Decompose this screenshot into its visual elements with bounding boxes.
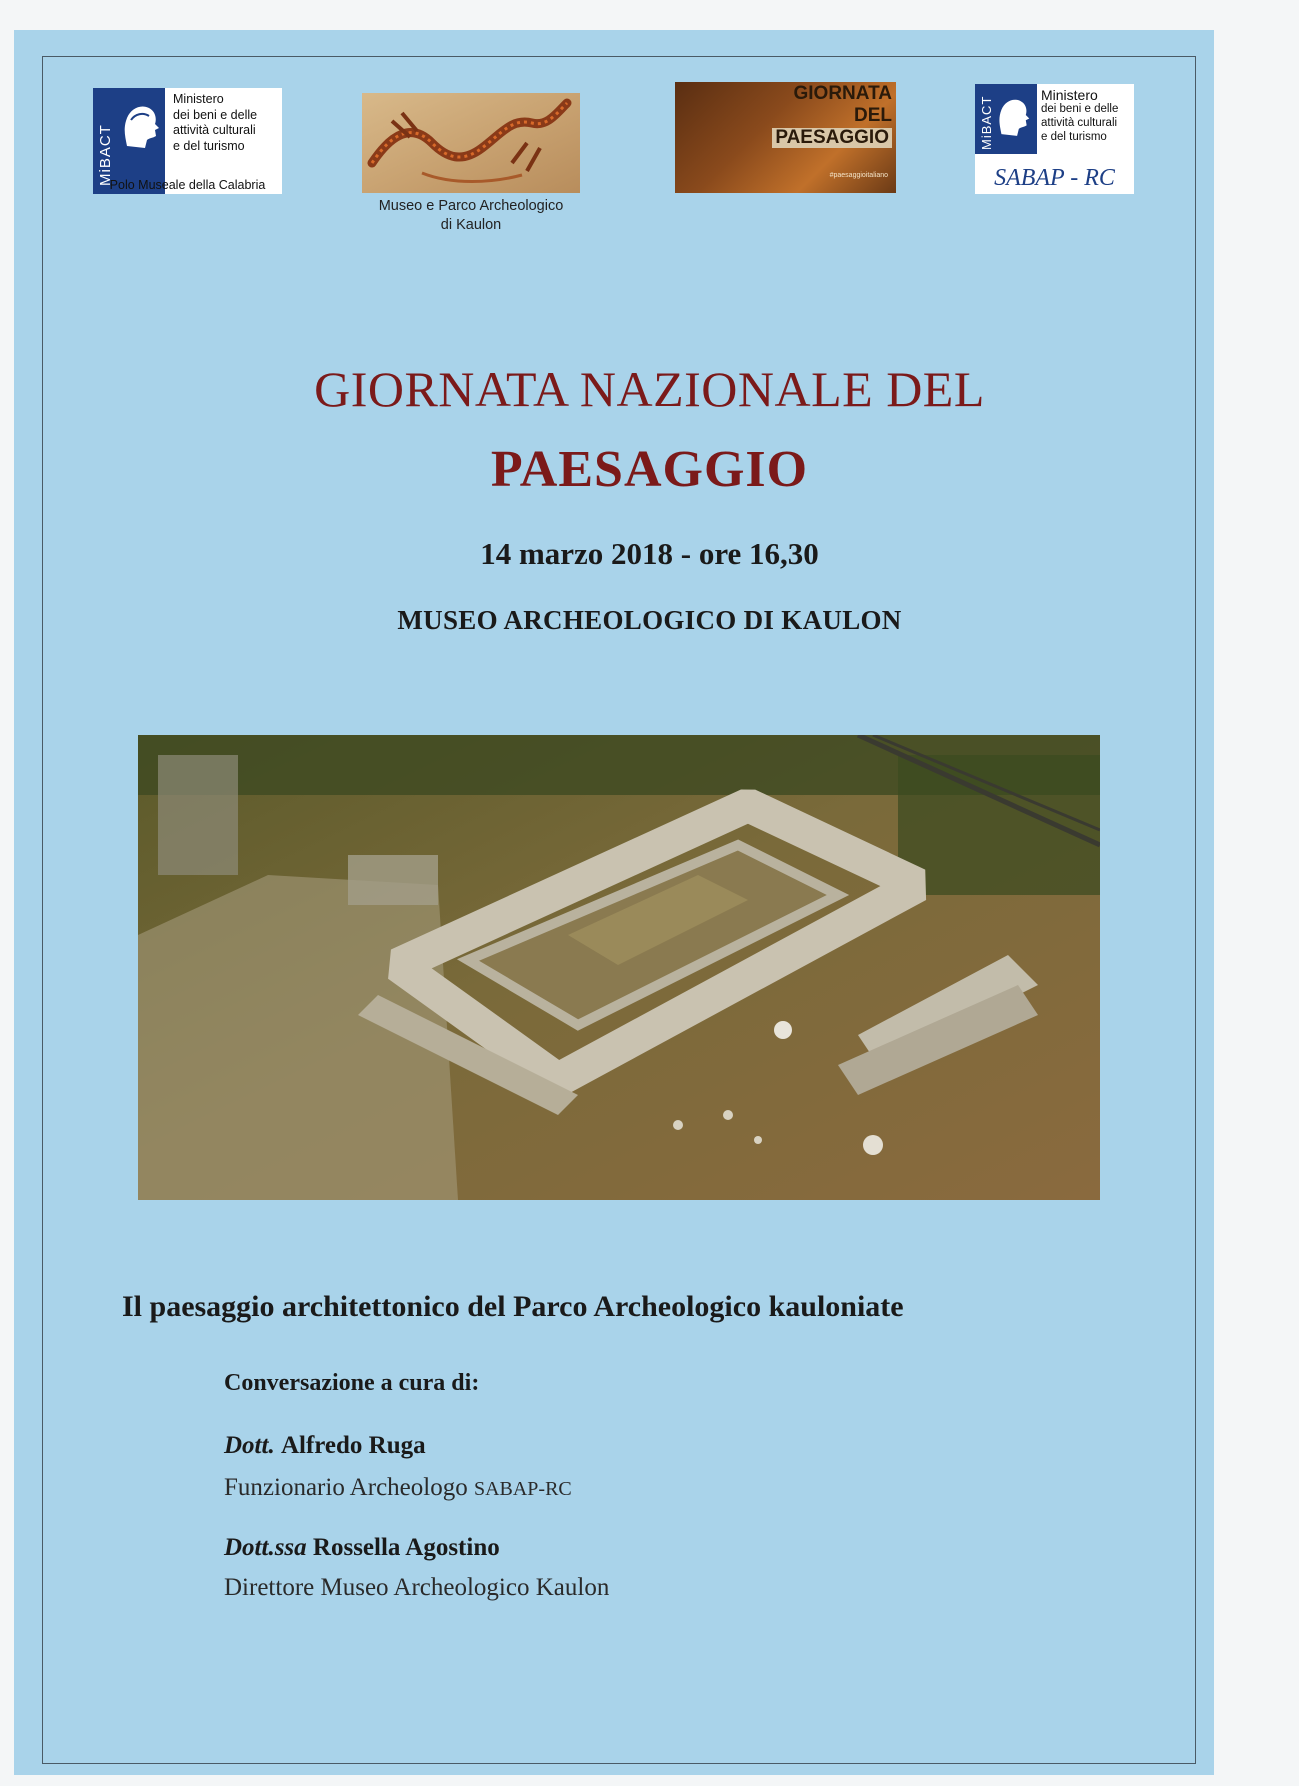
- giornata-paesaggio-logo: [675, 82, 896, 193]
- speaker-fullname: Rossella Agostino: [312, 1534, 500, 1561]
- mibact-mark-text: MiBACT: [97, 124, 114, 186]
- kaulon-caption-line: di Kaulon: [440, 217, 502, 233]
- speaker-title: Dott.ssa: [224, 1534, 307, 1561]
- dragon-mosaic-image: [362, 93, 580, 193]
- event-venue: MUSEO ARCHEOLOGICO DI KAULON: [397, 605, 902, 635]
- event-title-line2: PAESAGGIO: [490, 441, 809, 498]
- mibact-mark: [975, 84, 1037, 154]
- kaulon-caption-line: Museo e Parco Archeologico: [378, 198, 564, 214]
- ministry-line: e del turismo: [173, 138, 245, 153]
- ministry-line: dei beni e delle: [173, 107, 258, 122]
- sabap-label: SABAP - RC: [994, 165, 1115, 191]
- speaker-fullname: Alfredo Ruga: [280, 1432, 426, 1459]
- event-date: 14 marzo 2018 - ore 16,30: [480, 536, 819, 571]
- giornata-logo-line: GIORNATA: [793, 83, 892, 104]
- ministry-line: e del turismo: [1041, 131, 1107, 143]
- giornata-hashtag: #paesaggioitaliano: [829, 172, 888, 179]
- speaker-role-text: Funzionario Archeologo: [224, 1474, 468, 1501]
- ministry-lines: [1041, 88, 1130, 144]
- ministry-line: dei beni e delle: [1041, 103, 1119, 115]
- ministry-line: attività culturali: [173, 123, 256, 137]
- ministry-lines: [173, 92, 278, 154]
- archaeological-site-photo: [138, 735, 1100, 1200]
- ministry-logo-left: [93, 88, 282, 194]
- speaker-title: Dott.: [224, 1432, 275, 1459]
- speaker-role: [224, 1574, 609, 1602]
- ministry-line: Ministero: [1041, 87, 1098, 103]
- conversation-label: Conversazione a cura di:: [224, 1370, 480, 1396]
- speaker-org: SABAP-RC: [473, 1478, 572, 1500]
- event-title-line1: GIORNATA NAZIONALE DEL: [314, 361, 985, 417]
- giornata-logo-line: PAESAGGIO: [772, 128, 892, 148]
- ministry-line: attività culturali: [1041, 117, 1118, 129]
- kaulon-caption: [340, 197, 602, 235]
- speaker-role: [224, 1474, 572, 1502]
- polo-museale-label: Polo Museale della Calabria: [109, 178, 266, 192]
- mibact-mark-text: MiBACT: [979, 95, 994, 150]
- giornata-logo-line: DEL: [854, 105, 892, 126]
- ministry-line: Ministero: [173, 92, 224, 106]
- speaker-role-text: Direttore Museo Archeologico Kaulon: [224, 1574, 610, 1601]
- profile-head-icon: [115, 98, 161, 150]
- speaker-name: [224, 1432, 426, 1460]
- profile-head-icon: [991, 92, 1031, 138]
- talk-subtitle: Il paesaggio architettonico del Parco Archeologico kauloniate: [122, 1290, 904, 1323]
- ministry-logo-right: [975, 84, 1134, 194]
- speaker-name: [224, 1534, 500, 1562]
